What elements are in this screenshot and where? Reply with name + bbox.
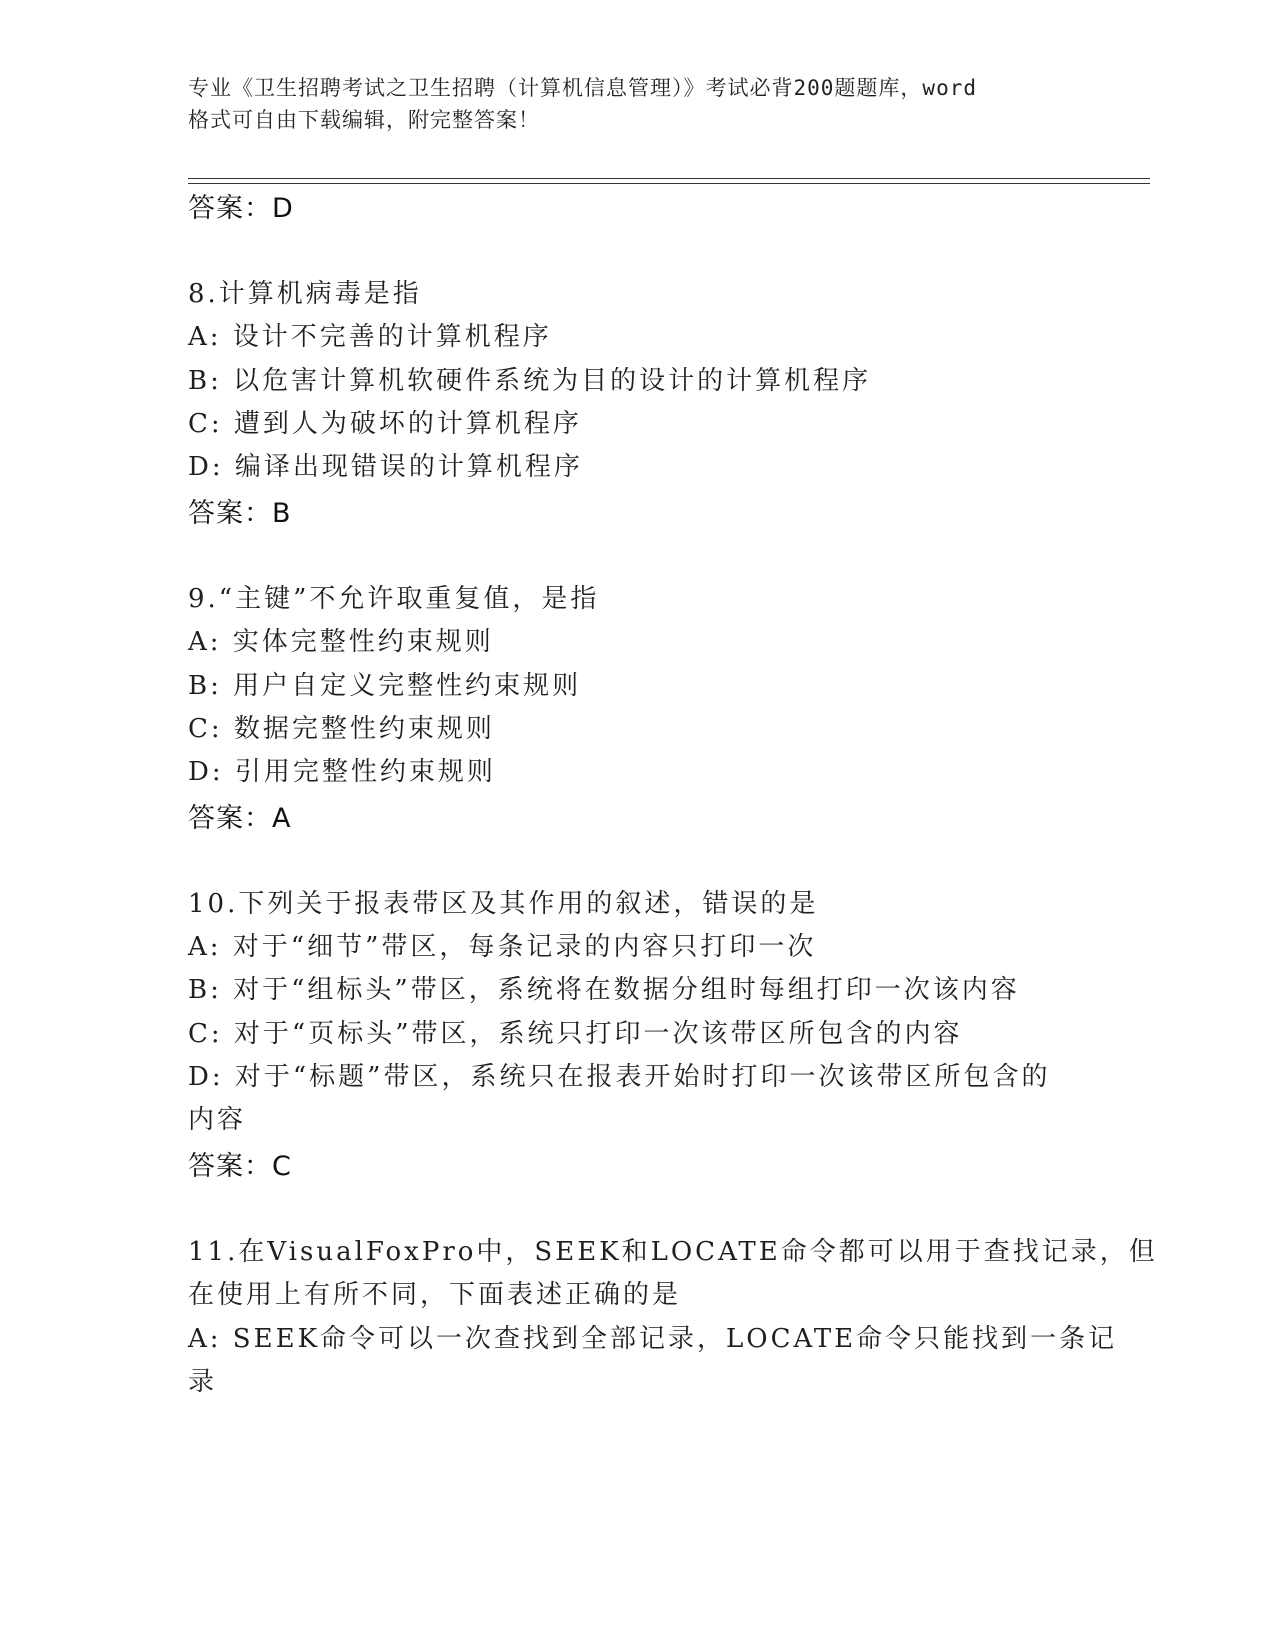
document-header	[188, 72, 1088, 136]
option-line: D: 编译出现错误的计算机程序	[188, 452, 583, 482]
option-line: B: 以危害计算机软硬件系统为目的设计的计算机程序	[188, 366, 872, 396]
answer-line: 答案：D	[188, 193, 294, 224]
option-line: A: 对于“细节”带区，每条记录的内容只打印一次	[188, 932, 817, 962]
option-line: C: 数据完整性约束规则	[188, 714, 495, 744]
option-line-continued: 录	[188, 1367, 218, 1397]
option-line: C: 遭到人为破坏的计算机程序	[188, 409, 582, 439]
option-line: D: 对于“标题”带区，系统只在报表开始时打印一次该带区所包含的	[188, 1062, 1051, 1092]
question-stem: 9.“主键”不允许取重复值，是指	[188, 584, 600, 614]
header-line-1: 专业《卫生招聘考试之卫生招聘（计算机信息管理）》考试必背200题题库，word	[188, 76, 977, 100]
answer-line: 答案：A	[188, 803, 292, 834]
option-line-continued: 内容	[188, 1105, 247, 1135]
option-line: A: SEEK命令可以一次查找到全部记录，LOCATE命令只能找到一条记	[188, 1324, 1118, 1354]
header-line-2: 格式可自由下载编辑，附完整答案！	[188, 108, 540, 132]
option-line: A: 实体完整性约束规则	[188, 627, 494, 657]
option-line: B: 对于“组标头”带区，系统将在数据分组时每组打印一次该内容	[188, 975, 1020, 1005]
option-line: B: 用户自定义完整性约束规则	[188, 671, 582, 701]
question-stem: 8.计算机病毒是指	[188, 279, 422, 309]
question-stem: 11.在VisualFoxPro中，SEEK和LOCATE命令都可以用于查找记录，但	[188, 1237, 1158, 1267]
header-divider-bottom	[188, 183, 1150, 184]
answer-line: 答案：C	[188, 1151, 292, 1182]
option-line: A: 设计不完善的计算机程序	[188, 322, 552, 352]
option-line: D: 引用完整性约束规则	[188, 757, 496, 787]
question-stem-continued: 在使用上有所不同，下面表述正确的是	[188, 1280, 682, 1310]
header-divider-top	[188, 178, 1150, 179]
question-stem: 10.下列关于报表带区及其作用的叙述，错误的是	[188, 889, 819, 919]
answer-line: 答案：B	[188, 498, 292, 529]
option-line: C: 对于“页标头”带区，系统只打印一次该带区所包含的内容	[188, 1019, 963, 1049]
